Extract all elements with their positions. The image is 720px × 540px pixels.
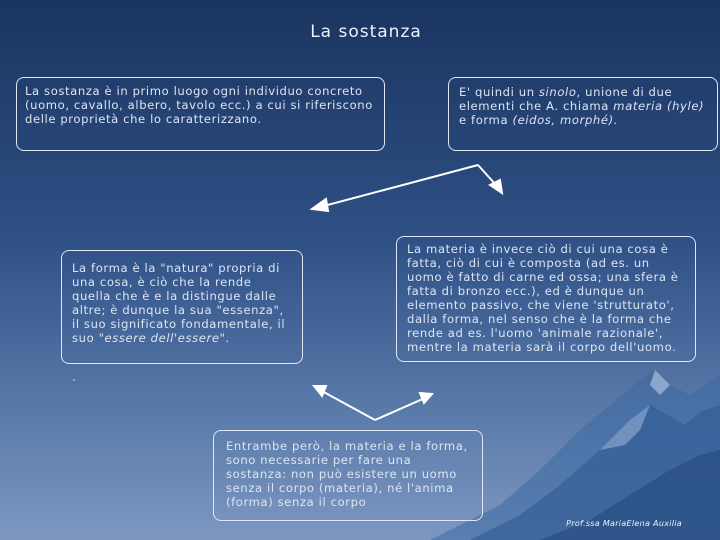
materia-box bbox=[396, 236, 696, 362]
sinolo-text-1: E' quindi un bbox=[459, 85, 539, 99]
forma-text-2: ". bbox=[219, 331, 230, 345]
slide-title: La sostanza bbox=[310, 22, 422, 42]
materia-term: materia bbox=[613, 99, 663, 113]
forma-box bbox=[61, 250, 303, 364]
sostanza-definition-box bbox=[16, 77, 385, 151]
sinolo-text-2: , unione di due elementi che A. chiama bbox=[459, 85, 673, 113]
arrow-from-forma bbox=[320, 390, 375, 420]
arrow-head-icon bbox=[314, 386, 326, 396]
essere-term: essere dell'essere bbox=[104, 331, 220, 345]
arrow-to-materia bbox=[478, 165, 496, 185]
sinolo-box bbox=[448, 77, 718, 151]
conclusion-box bbox=[213, 430, 483, 521]
conclusion-text: Entrambe però, la materia e la forma, sono necessarie per fare una sostanza: non può esistere un uomo senza il corpo (materia), né l'anima (forma) senza il corpo bbox=[226, 439, 468, 509]
author-footer: Prof.ssa MariaElena Auxilia bbox=[566, 519, 682, 528]
arrow-head-icon bbox=[312, 199, 328, 211]
sinolo-term: sinolo bbox=[538, 85, 577, 99]
arrow-head-icon bbox=[490, 180, 502, 193]
sostanza-definition-text: La sostanza è in primo luogo ogni individuo concreto (uomo, cavallo, albero, tavolo ecc.) a cui si riferiscono delle proprietà che lo caratterizzano. bbox=[25, 84, 373, 126]
sinolo-text-4: e forma bbox=[459, 113, 513, 127]
materia-text: La materia è invece ciò di cui una cosa è fatta, ciò di cui è composta (ad es. un uomo è fatto di carne ed ossa; una sfera è fatta di bronzo ecc.), ed è dunque un elemento passivo, che viene 'strutturato', dalla forma, nel senso che è la forma che rende ad es. l'uomo 'animale razionale', mentre la materia sarà il corpo dell'uomo. bbox=[407, 242, 679, 354]
arrow-head-icon bbox=[420, 393, 432, 403]
arrow-to-forma bbox=[320, 165, 478, 207]
arrow-from-materia bbox=[375, 398, 425, 420]
forma-text-1: La forma è la "natura" propria di una cosa, è ciò che la rende quella che è e la distingue dalle altre; è dunque la sua "essenza", il suo significato fondamentale, il suo " bbox=[72, 261, 286, 345]
stray-dot: . bbox=[72, 370, 76, 384]
hyle-term: (hyle) bbox=[666, 99, 705, 113]
eidos-term: (eidos, morphé). bbox=[512, 113, 618, 127]
